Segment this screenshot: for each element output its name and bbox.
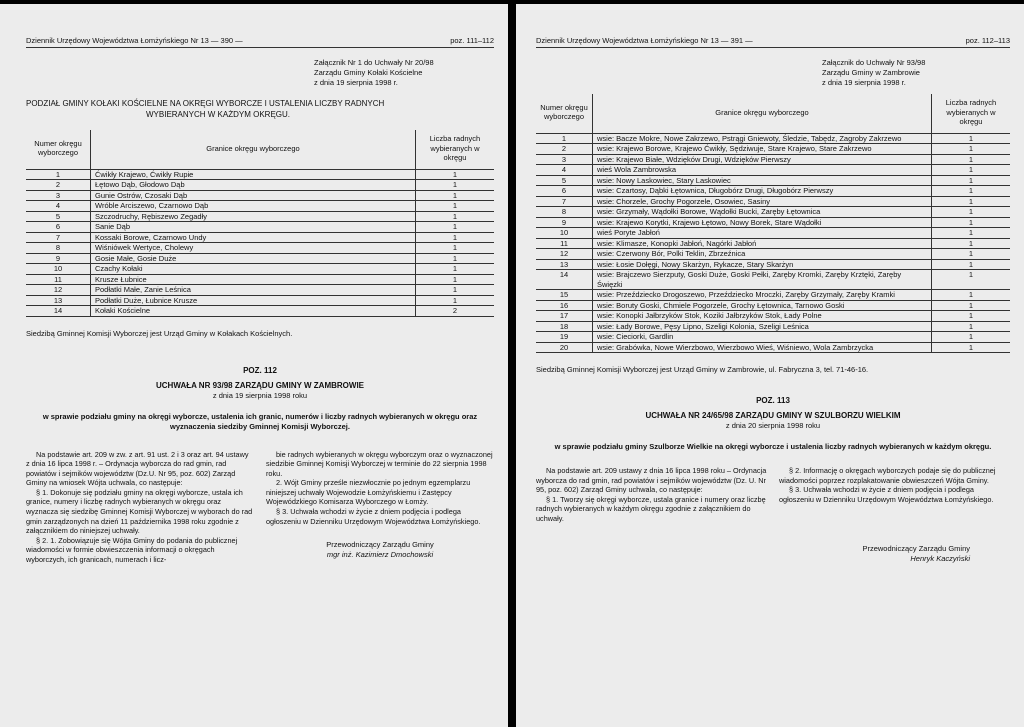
- table-row: [26, 253, 494, 264]
- councillor-count: 1: [416, 211, 495, 222]
- councillor-count: 1: [932, 165, 1011, 176]
- councillor-count: 1: [932, 270, 1011, 290]
- district-borders: Kossaki Borowe, Czarnowo Undy: [91, 232, 416, 243]
- col-header-number: Numer okręgu wyborczego: [26, 130, 91, 169]
- district-borders: Czachy Kołaki: [91, 264, 416, 275]
- district-borders: wsie: Nowy Laskowiec, Stary Laskowiec: [593, 175, 932, 186]
- table-row: [26, 243, 494, 254]
- attachment-line: z dnia 19 sierpnia 1998 r.: [314, 78, 398, 87]
- councillor-count: 1: [932, 332, 1011, 343]
- table-row: [536, 311, 1010, 322]
- district-number: 14: [536, 270, 593, 290]
- paragraph: Na podstawie art. 209 w zw. z art. 91 ust. 2 i 3 oraz art. 94 ustawy z dnia 16 lipca 1998 r. – Ordynacja wyborcza do rad gmin, rad powiatów i sejmików województw (Dz.U. Nr 95, poz. 602) Zarząd Gminy na wniosek Wójta uchwala, co następuje:: [26, 449, 249, 488]
- body-column-2: [779, 466, 1010, 524]
- councillor-count: 1: [932, 133, 1011, 144]
- councillor-count: 1: [932, 300, 1011, 311]
- paragraph: § 3. Uchwała wchodzi w życie z dniem podjęcia i podlega ogłoszeniu w Dzienniku Urzędowym Województwa Łomżyńskiego.: [266, 507, 481, 526]
- district-borders: wsie: Chorzele, Grochy Pogorzele, Osowiec, Sasiny: [593, 196, 932, 207]
- councillor-count: 1: [416, 232, 495, 243]
- header-right: poz. 111–112: [450, 36, 494, 45]
- district-number: 10: [536, 228, 593, 239]
- section-heading: [26, 98, 494, 120]
- table-row: [536, 228, 1010, 239]
- district-borders: wsie: Krajewo Borowe, Krajewo Ćwikły, Sędziwuje, Stare Krajewo, Stare Zakrzewo: [593, 144, 932, 155]
- district-borders: wsie: Cieciorki, Gardlin: [593, 332, 932, 343]
- paragraph: § 2. Informację o okręgach wyborczych podaje się do publicznej wiadomości poprzez rozplakatowanie obwieszczeń Wójta Gminy.: [779, 466, 996, 485]
- district-number: 8: [26, 243, 91, 254]
- header-right: poz. 112–113: [965, 36, 1010, 45]
- table-row: [536, 186, 1010, 197]
- district-number: 10: [26, 264, 91, 275]
- district-borders: Gosie Małe, Gosie Duże: [91, 253, 416, 264]
- district-borders: wsie: Przeździecko Drogoszewo, Przeździecko Mroczki, Zaręby Grzymały, Zaręby Kramki: [593, 290, 932, 301]
- councillor-count: 1: [932, 321, 1011, 332]
- district-borders: wsie: Krajewo Korytki, Krajewo Łętowo, Nowy Borek, Stare Wądołki: [593, 217, 932, 228]
- attachment-line: Załącznik do Uchwały Nr 93/98: [822, 58, 926, 67]
- resolution-date: z dnia 19 sierpnia 1998 roku: [212, 390, 308, 400]
- table-row: [536, 300, 1010, 311]
- table-row: [26, 285, 494, 296]
- district-borders: Sanie Dąb: [91, 222, 416, 233]
- district-borders: wsie: Bacze Mokre, Nowe Zakrzewo, Pstrągi Gniewoty, Śledzie, Tabędz, Zagroby Zakrzewo: [593, 133, 932, 144]
- district-rows: [26, 169, 494, 316]
- header-left: Dziennik Urzędowy Województwa Łomżyńskiego Nr 13 — 391 —: [536, 36, 753, 45]
- commission-seat: Siedzibą Gminnej Komisji Wyborczej jest Urząd Gminy w Zambrowie, ul. Fabryczna 3, tel. 71-46-16.: [536, 365, 869, 374]
- page-header: [26, 4, 494, 47]
- councillor-count: 1: [416, 295, 495, 306]
- position-number: POZ. 112: [243, 365, 277, 375]
- district-borders: wsie: Klimasze, Konopki Jabłoń, Nagórki Jabłoń: [593, 238, 932, 249]
- paragraph: § 1. Tworzy się okręgi wyborcze, ustala granice i numery oraz liczbę radnych wybieranych w każdym okręgu zgodnie z załącznikiem do uchwały.: [536, 494, 766, 523]
- resolution-title: UCHWAŁA NR 93/98 ZARZĄDU GMINY W ZAMBROWIE: [156, 380, 364, 390]
- councillor-count: 1: [416, 253, 495, 264]
- signature-block: [266, 540, 494, 560]
- attachment-line: Zarządu Gminy w Zambrowie: [822, 68, 920, 77]
- councillor-count: 1: [416, 243, 495, 254]
- district-number: 16: [536, 300, 593, 311]
- councillor-count: 1: [932, 144, 1011, 155]
- paragraph: 2. Wójt Gminy prześle niezwłocznie po jednym egzemplarzu niniejszej uchwały Wojewodzie Łomżyńskiemu i Zastępcy Wojewódzkiego Komisarza Wyborczego w Łomży.: [266, 478, 471, 507]
- district-borders: wieś Poryte Jabłoń: [593, 228, 932, 239]
- district-borders: wsie: Boruty Goski, Chmiele Pogorzele, Grochy Łętownica, Tarnowo Goski: [593, 300, 932, 311]
- district-number: 4: [26, 201, 91, 212]
- councillor-count: 2: [416, 306, 495, 317]
- body-column-1: [536, 466, 767, 524]
- signature-name: mgr inż. Kazimierz Dmochowski: [326, 550, 434, 560]
- table-row: [536, 342, 1010, 353]
- district-borders: Kołaki Kościelne: [91, 306, 416, 317]
- paragraph: § 2. 1. Zobowiązuje się Wójta Gminy do podania do publicznej wiadomości w formie obwieszczenia informacji o okręgach wyborczych, ich granicach, numerach i licz-: [26, 535, 238, 565]
- attachment-note: [822, 58, 1010, 88]
- table-row: [536, 321, 1010, 332]
- attachment-line: z dnia 19 sierpnia 1998 r.: [822, 78, 906, 87]
- table-row: [26, 274, 494, 285]
- district-number: 12: [536, 249, 593, 260]
- district-borders: wsie: Czerwony Bór, Polki Teklin, Zbrzeźnica: [593, 249, 932, 260]
- councillor-count: 1: [932, 311, 1011, 322]
- district-number: 2: [536, 144, 593, 155]
- signature-role: Przewodniczący Zarządu Gminy: [326, 540, 434, 550]
- left-page: [0, 4, 508, 727]
- councillor-count: 1: [932, 175, 1011, 186]
- attachment-note: [314, 58, 494, 88]
- district-number: 3: [536, 154, 593, 165]
- district-number: 12: [26, 285, 91, 296]
- table-row: [536, 217, 1010, 228]
- signature-block: [536, 544, 1010, 564]
- col-header-borders: Granice okręgu wyborczego: [593, 94, 932, 133]
- district-number: 20: [536, 342, 593, 353]
- table-row: [536, 154, 1010, 165]
- heading-line: PODZIAŁ GMINY KOŁAKI KOŚCIELNE NA OKRĘGI WYBORCZE I USTALENIA LICZBY RADNYCH: [26, 99, 385, 108]
- table-row: [26, 295, 494, 306]
- district-rows: [536, 133, 1010, 353]
- councillor-count: 1: [416, 201, 495, 212]
- table-row: [536, 133, 1010, 144]
- district-borders: Ćwikły Krajewo, Ćwikły Rupie: [91, 169, 416, 180]
- table-row: [26, 222, 494, 233]
- resolution-title: UCHWAŁA NR 24/65/98 ZARZĄDU GMINY W SZULBORZU WIELKIM: [645, 411, 901, 420]
- resolution-subject: w sprawie podziału gminy na okręgi wyborcze, ustalenia ich granic, numerów i liczby radnych wybieranych w okręgu oraz wyznaczenia siedziby Gminnej Komisji Wyborczej.: [42, 411, 478, 431]
- district-number: 11: [26, 274, 91, 285]
- table-row: [26, 190, 494, 201]
- resolution-body: [536, 466, 1010, 524]
- councillor-count: 1: [932, 290, 1011, 301]
- district-borders: Szczodruchy, Rębiszewo Zegadły: [91, 211, 416, 222]
- district-number: 17: [536, 311, 593, 322]
- councillor-count: 1: [932, 342, 1011, 353]
- table-row: [26, 180, 494, 191]
- table-row: [536, 196, 1010, 207]
- col-header-count: Liczba radnych wybieranych w okręgu: [416, 130, 495, 169]
- paragraph: bie radnych wybieranych w okręgu wyborczym oraz o wyznaczonej siedzibie Gminnej Komisji Wyborczej w terminie do 22 sierpnia 1998 roku.: [266, 449, 493, 478]
- table-row: [26, 211, 494, 222]
- councillor-count: 1: [932, 154, 1011, 165]
- district-borders: Podłatki Duże, Łubnice Krusze: [91, 295, 416, 306]
- district-number: 6: [536, 186, 593, 197]
- district-number: 9: [536, 217, 593, 228]
- councillor-count: 1: [416, 180, 495, 191]
- district-number: 14: [26, 306, 91, 317]
- paragraph: § 1. Dokonuje się podziału gminy na okręgi wyborcze, ustala ich granice, numery i liczbę radnych wybieranych w okręgu oraz wyznacza się siedzibę Gminnej Komisji Wyborczej w wyborach do rad gmin zarządzonych na dzień 11 października 1998 roku zgodnie z załącznikiem do niniejszej uchwały.: [26, 487, 253, 536]
- body-column-2: [266, 450, 494, 565]
- councillor-count: 1: [416, 285, 495, 296]
- district-number: 5: [26, 211, 91, 222]
- header-rule: [536, 47, 1010, 48]
- attachment-line: Zarządu Gminy Kołaki Kościelne: [314, 68, 423, 77]
- district-borders: wsie: Grabówka, Nowe Wierzbowo, Wierzbowo Wieś, Wiśniewo, Wola Zambrzycka: [593, 342, 932, 353]
- district-number: 7: [536, 196, 593, 207]
- district-borders: wsie: Konopki Jałbrzyków Stok, Koziki Jałbrzyków Stok, Łady Polne: [593, 311, 932, 322]
- signature-name: Henryk Kaczyński: [910, 553, 970, 563]
- district-number: 8: [536, 207, 593, 218]
- table-row: [536, 175, 1010, 186]
- position-number: POZ. 113: [756, 396, 790, 405]
- table-row: [536, 207, 1010, 218]
- table-row: [536, 290, 1010, 301]
- col-header-borders: Granice okręgu wyborczego: [91, 130, 416, 169]
- paragraph: § 3. Uchwała wchodzi w życie z dniem podjęcia i podlega ogłoszeniu w Dzienniku Urzędowym Województwa Łomżyńskiego.: [779, 485, 994, 504]
- district-borders: Wróble Arciszewo, Czarnowo Dąb: [91, 201, 416, 212]
- signature-role: Przewodniczący Zarządu Gminy: [862, 543, 970, 553]
- councillor-count: 1: [932, 249, 1011, 260]
- councillor-count: 1: [932, 228, 1011, 239]
- councillor-count: 1: [416, 222, 495, 233]
- district-number: 13: [536, 259, 593, 270]
- councillor-count: 1: [932, 259, 1011, 270]
- resolution-date: z dnia 20 sierpnia 1998 roku: [725, 421, 821, 430]
- district-number: 15: [536, 290, 593, 301]
- col-header-number: Numer okręgu wyborczego: [536, 94, 593, 133]
- table-row: [536, 249, 1010, 260]
- header-rule: [26, 47, 494, 48]
- district-borders: wsie: Krajewo Białe, Wdzięków Drugi, Wdzięków Pierwszy: [593, 154, 932, 165]
- commission-seat: Siedzibą Gminnej Komisji Wyborczej jest Urząd Gminy w Kołakach Kościelnych.: [26, 328, 293, 338]
- district-number: 5: [536, 175, 593, 186]
- district-number: 7: [26, 232, 91, 243]
- district-borders: Gunie Ostrów, Czosaki Dąb: [91, 190, 416, 201]
- page-header: [536, 4, 1010, 47]
- district-borders: Wiśniówek Wertyce, Cholewy: [91, 243, 416, 254]
- district-borders: Łętowo Dąb, Głodowo Dąb: [91, 180, 416, 191]
- district-borders: wsie: Łosie Dołęgi, Nowy Skarżyn, Rykacze, Stary Skarżyn: [593, 259, 932, 270]
- district-number: 18: [536, 321, 593, 332]
- district-number: 2: [26, 180, 91, 191]
- district-borders: wsie: Łady Borowe, Pęsy Lipno, Szeligi Kolonia, Szeligi Leśnica: [593, 321, 932, 332]
- district-table: [536, 94, 1010, 353]
- district-number: 1: [26, 169, 91, 180]
- table-row: [26, 232, 494, 243]
- councillor-count: 1: [932, 238, 1011, 249]
- district-borders: wsie: Brajczewo Sierzputy, Goski Duże, Goski Pełki, Zaręby Kromki, Zaręby Krztęki, Zaręby Święzki: [593, 270, 932, 290]
- right-page: [516, 4, 1024, 727]
- heading-line: WYBIERANYCH W KAŻDYM OKRĘGU.: [146, 110, 291, 119]
- district-number: 6: [26, 222, 91, 233]
- table-row: [26, 169, 494, 180]
- district-borders: wsie: Czartosy, Dąbki Łętownica, Długobórz Drugi, Długobórz Pierwszy: [593, 186, 932, 197]
- councillor-count: 1: [416, 264, 495, 275]
- councillor-count: 1: [932, 207, 1011, 218]
- councillor-count: 1: [932, 196, 1011, 207]
- paragraph: Na podstawie art. 209 ustawy z dnia 16 lipca 1998 roku – Ordynacja wyborcza do rad gmin, rad powiatów i sejmików województw (Dz. U. Nr 95, poz. 602) Zarząd Gminy uchwala, co następuje:: [536, 466, 767, 495]
- councillor-count: 1: [416, 190, 495, 201]
- councillor-count: 1: [932, 217, 1011, 228]
- district-number: 19: [536, 332, 593, 343]
- district-borders: wsie: Grzymały, Wądołki Borowe, Wądołki Bucki, Zaręby Łętownica: [593, 207, 932, 218]
- col-header-count: Liczba radnych wybieranych w okręgu: [932, 94, 1011, 133]
- district-table: [26, 130, 494, 317]
- district-number: 3: [26, 190, 91, 201]
- district-number: 9: [26, 253, 91, 264]
- resolution-subject: w sprawie podziału gminy Szulborze Wielkie na okręgi wyborcze i ustalenia liczby radnych wybieranych w każdym okręgu.: [554, 442, 992, 451]
- district-number: 1: [536, 133, 593, 144]
- councillor-count: 1: [416, 274, 495, 285]
- table-row: [536, 332, 1010, 343]
- district-borders: Krusze Łubnice: [91, 274, 416, 285]
- table-row: [536, 144, 1010, 155]
- councillor-count: 1: [932, 186, 1011, 197]
- councillor-count: 1: [416, 169, 495, 180]
- district-number: 11: [536, 238, 593, 249]
- table-row: [536, 270, 1010, 290]
- table-row: [26, 306, 494, 317]
- table-row: [26, 201, 494, 212]
- table-row: [26, 264, 494, 275]
- table-row: [536, 165, 1010, 176]
- resolution-body: [26, 450, 494, 565]
- table-row: [536, 259, 1010, 270]
- body-column-1: [26, 450, 254, 565]
- table-row: [536, 238, 1010, 249]
- district-borders: Podłatki Małe, Zanie Leśnica: [91, 285, 416, 296]
- attachment-line: Załącznik Nr 1 do Uchwały Nr 20/98: [314, 58, 434, 67]
- district-borders: wieś Wola Zambrowska: [593, 165, 932, 176]
- district-number: 13: [26, 295, 91, 306]
- header-left: Dziennik Urzędowy Województwa Łomżyńskiego Nr 13 — 390 —: [26, 36, 243, 45]
- district-number: 4: [536, 165, 593, 176]
